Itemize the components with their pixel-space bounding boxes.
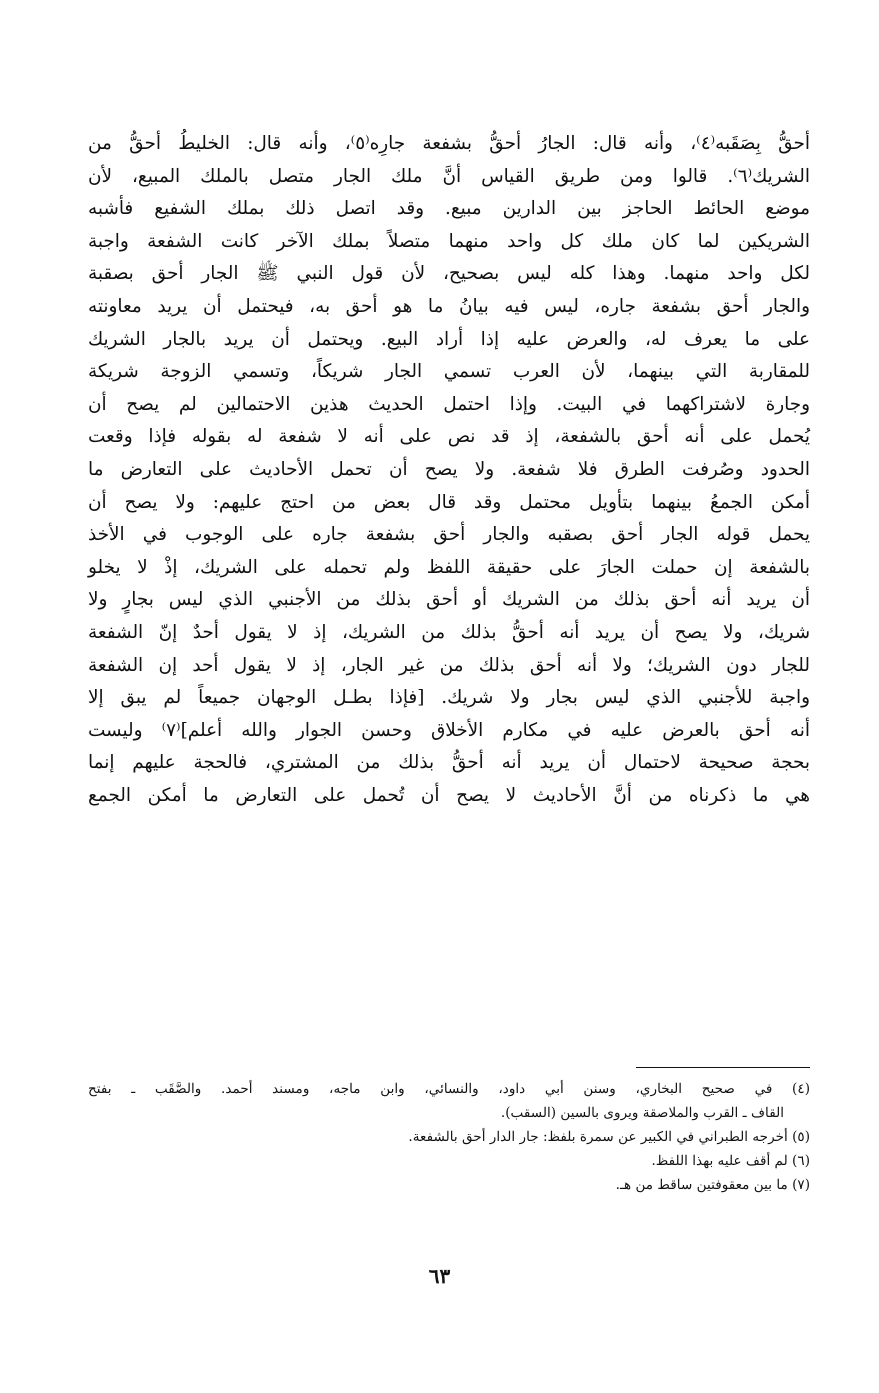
footnote-4-continuation: القاف ـ القرب والملاصقة ويروى بالسين (السقب). — [500, 1105, 784, 1121]
main-text — [88, 128, 810, 812]
text-line: يحمل قوله الجار أحق بصقبه والجار أحق بشفعة جاره على الوجوب في الأخذ — [88, 524, 810, 546]
text-line: بالشفعة إن حملت الجارَ على حقيقة اللفظ ولم تحمله على الشريك، إذْ لا يخلو — [88, 556, 810, 578]
text-line: يُحمل على أنه أحق بالشفعة، إذ قد نص على أنه لا شفعة له بقوله فإذا وقعت — [88, 426, 810, 448]
text-line: وجارة لاشتراكهما في البيت. وإذا احتمل الحديث هذين الاحتمالين لم يصح أن — [88, 393, 810, 415]
text-line: شريك، ولا يصح أن يريد أنه أحقُّ بذلك من الشريك، إذ لا يقول أحدٌ إنّ الشفعة — [88, 621, 810, 643]
text-line: للمقاربة التي بينهما، لأن العرب تسمي الجار شريكاً، وتسمي الزوجة شريكة — [88, 361, 810, 383]
text-line: والجار أحق بشفعة جاره، ليس فيه بيانُ ما هو أحق به، فيحتمل أن يريد معاونته — [88, 295, 810, 317]
footnote-6: (٦) لم أقف عليه بهذا اللفظ. — [651, 1153, 810, 1169]
text-line: على ما يعرف له، والعرض عليه إذا أراد البيع. ويحتمل أن يريد بالجار الشريك — [88, 328, 810, 350]
footnotes — [88, 1077, 810, 1197]
page-number: ٦٣ — [428, 1264, 451, 1288]
text-line: واجبة للأجنبي الذي ليس بجار ولا شريك. [فإذا بطـل الوجهان جميعاً لم يبق إلا — [88, 687, 810, 709]
text-line: موضع الحائط الحاجز بين الدارين مبيع. وقد اتصل ذلك بملك الشفيع فأشبه — [88, 198, 810, 220]
text-line: أمكن الجمعُ بينهما بتأويل محتمل وقد قال بعض من احتج عليهم: ولا يصح أن — [88, 491, 810, 513]
text-line: الشريك⁽٦⁾. قالوا ومن طريق القياس أنَّ ملك الجار متصل بالملك المبيع، لأن — [88, 165, 810, 187]
text-line: بحجة صحيحة لاحتمال أن يريد أنه أحقُّ بذلك من المشتري، فالحجة عليهم إنما — [88, 752, 810, 774]
footnote-7: (٧) ما بين معقوفتين ساقط من هـ. — [615, 1177, 810, 1193]
text-line: أنه أحق بالعرض عليه في مكارم الأخلاق وحسن الجوار والله أعلم]⁽٧⁾ وليست — [88, 719, 810, 741]
text-line: أن يريد أنه أحق بذلك من الشريك أو أحق بذلك من الأجنبي الذي ليس بجارٍ ولا — [88, 589, 810, 611]
footnote-5: (٥) أخرجه الطبراني في الكبير عن سمرة بلفظ: جار الدار أحق بالشفعة. — [408, 1129, 810, 1145]
text-line: لكل واحد منهما. وهذا كله ليس بصحيح، لأن قول النبي ﷺ الجار أحق بصقبة — [88, 263, 810, 285]
text-line: الحدود وصُرفت الطرق فلا شفعة. ولا يصح أن تحمل الأحاديث على التعارض ما — [88, 458, 810, 480]
text-line: هي ما ذكرناه من أنَّ الأحاديث لا يصح أن تُحمل على التعارض ما أمكن الجمع — [88, 784, 810, 806]
text-line: للجار دون الشريك؛ ولا أنه أحق بذلك من غير الجار، إذ لا يقول أحد إن الشفعة — [88, 654, 810, 676]
text-line: الشريكين لما كان ملك كل واحد منهما متصلاً بملك الآخر كانت الشفعة واجبة — [88, 230, 810, 252]
footnote-separator — [636, 1067, 810, 1068]
footnote-4: (٤) في صحيح البخاري، وسنن أبي داود، والنسائي، وابن ماجه، ومسند أحمد. والصَّقَب ـ بفتح — [88, 1081, 810, 1097]
text-line: أحقُّ بِصَقَبه⁽٤⁾، وأنه قال: الجارُ أحقُّ بشفعة جارِه⁽٥⁾، وأنه قال: الخليطُ أحقُّ من — [88, 133, 810, 154]
